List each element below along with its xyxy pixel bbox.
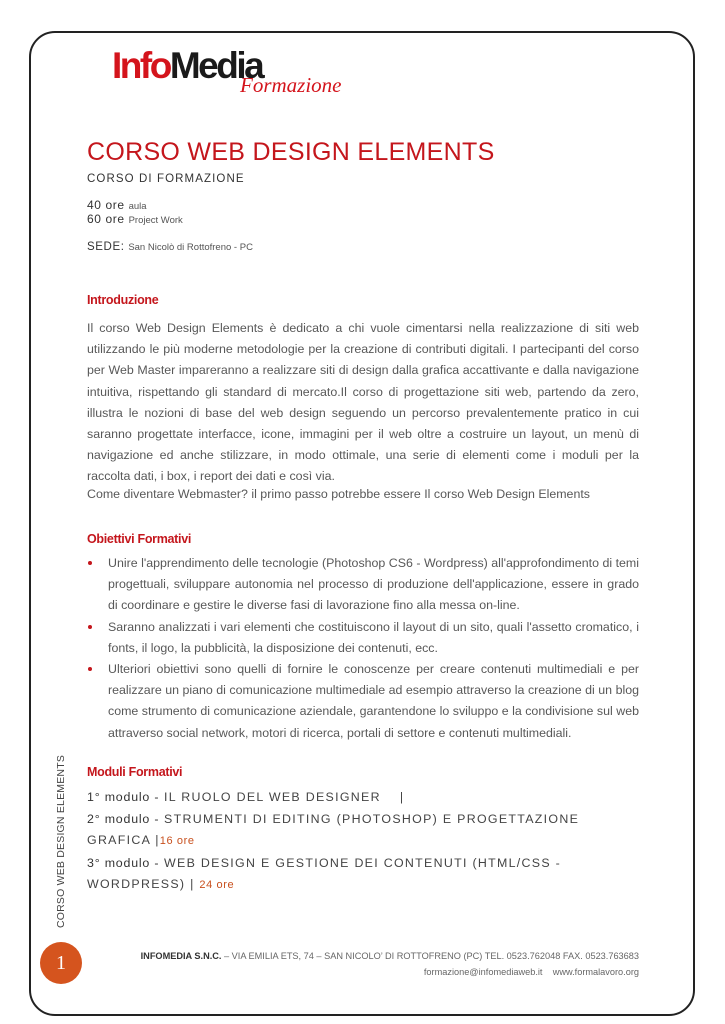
hours-classroom-label: aula	[128, 201, 147, 212]
objective-item	[87, 659, 639, 744]
module-item	[87, 787, 639, 809]
objective-text: Saranno analizzati i vari elementi che costituiscono il layout di un sito, quali l'assetto cromatico, i fonts, il logo, la pubblicità, la disposizione dei contenuti, ecc.	[108, 619, 639, 655]
logo-media-text: Media	[169, 45, 263, 86]
course-location	[87, 241, 253, 253]
modules-heading: Moduli Formativi	[87, 765, 183, 779]
footer-email-link[interactable]: formazione@infomediaweb.it	[423, 967, 543, 977]
module-separator: |	[155, 833, 160, 848]
sede-value: San Nicolò di Rottofreno - PC	[128, 242, 253, 253]
module-hours: 24 ore	[199, 879, 235, 892]
module-number: 3° modulo -	[87, 855, 160, 870]
vertical-course-label: CORSO WEB DESIGN ELEMENTS	[55, 754, 67, 928]
page-number: 1	[56, 951, 66, 974]
module-title: IL RUOLO DEL WEB DESIGNER	[164, 790, 381, 804]
hours-project-work-label: Project Work	[128, 215, 183, 226]
objective-item	[87, 553, 639, 617]
objective-text: Unire l'apprendimento delle tecnologie (Photoshop CS6 - Wordpress) all'approfondimento di temi progettuali, sviluppare autonomia nel processo di produzione dell'applicazione, essere in grado di coordinare e gestire le diverse fasi di lavorazione fino alla messa on-line.	[108, 556, 639, 613]
module-title: STRUMENTI DI EDITING (PHOTOSHOP) E PROGETTAZIONE GRAFICA	[87, 811, 580, 848]
footer-company: INFOMEDIA S.N.C.	[140, 951, 222, 961]
footer-address-line	[141, 951, 639, 961]
objective-text: Ulteriori obiettivi sono quelli di fornire le conoscenze per creare contenuti multimediali e per realizzare un piano di comunicazione multimediale ad esempio attraverso la creazione di un blog come strumento di comunicazione aziendale, garantendone lo sviluppo e la condivisione sul web attraverso social network, motori di ricerca, portali di settore e contenuti multimediali.	[108, 662, 639, 740]
intro-closing-line: Come diventare Webmaster? il primo passo potrebbe essere Il corso Web Design Elements	[87, 487, 590, 501]
course-title: CORSO WEB DESIGN ELEMENTS	[87, 138, 495, 166]
course-subtitle: CORSO DI FORMAZIONE	[87, 173, 245, 185]
bullet-icon	[88, 561, 92, 565]
intro-paragraph: Il corso Web Design Elements è dedicato a chi vuole cimentarsi nella realizzazione di siti web utilizzando le più moderne metodologie per la creazione di contributi digitali. I partecipanti del corso per Web Master impareranno a realizzare siti di design dalla grafica accattivante e dalla navigazione intuitiva, rispettando gli standard di mercato.Il corso di progettazione siti web, partendo da zero, illustra le nozioni di base del web design seguendo un percorso prevalentemente pratico in cui saranno progettate interfacce, icone, immagini per il web oltre a costruire un layout, un menù di navigazione ed anche stilizzare, in modo ottimale, una serie di elementi come i moduli per la raccolta dati, i box, i report dei dati e così via.	[87, 321, 639, 484]
bullet-icon	[88, 667, 92, 671]
intro-heading: Introduzione	[87, 293, 159, 307]
modules-list	[87, 787, 639, 897]
bullet-icon	[88, 625, 92, 629]
logo-formazione-text: Formazione	[240, 73, 342, 97]
footer-contacts-line	[424, 967, 639, 977]
logo-info-text: Info	[112, 45, 170, 86]
objectives-heading: Obiettivi Formativi	[87, 532, 192, 546]
module-item	[87, 853, 639, 897]
module-title: WEB DESIGN E GESTIONE DEI CONTENUTI (HTML/CSS - WORDPRESS)	[87, 855, 562, 892]
hours-classroom-value: 40 ore	[87, 198, 125, 212]
hours-project-work-value: 60 ore	[87, 212, 125, 226]
module-number: 2° modulo -	[87, 811, 160, 826]
page-number-badge	[40, 942, 82, 984]
module-item	[87, 809, 639, 853]
infomedia-logo	[112, 46, 362, 98]
module-separator: |	[190, 877, 195, 892]
footer-website-link[interactable]: www.formalavoro.org	[552, 967, 639, 977]
module-separator: |	[399, 790, 405, 804]
module-hours: 16 ore	[159, 835, 195, 848]
sede-label: SEDE:	[87, 241, 125, 253]
hours-project-work	[87, 212, 183, 226]
objective-item	[87, 617, 639, 659]
module-number: 1° modulo -	[87, 790, 160, 804]
footer-address: – VIA EMILIA ETS, 74 – SAN NICOLO’ DI ROTTOFRENO (PC) TEL. 0523.762048 FAX. 0523.763683	[221, 951, 639, 961]
objectives-list	[87, 553, 639, 744]
hours-classroom	[87, 198, 147, 212]
